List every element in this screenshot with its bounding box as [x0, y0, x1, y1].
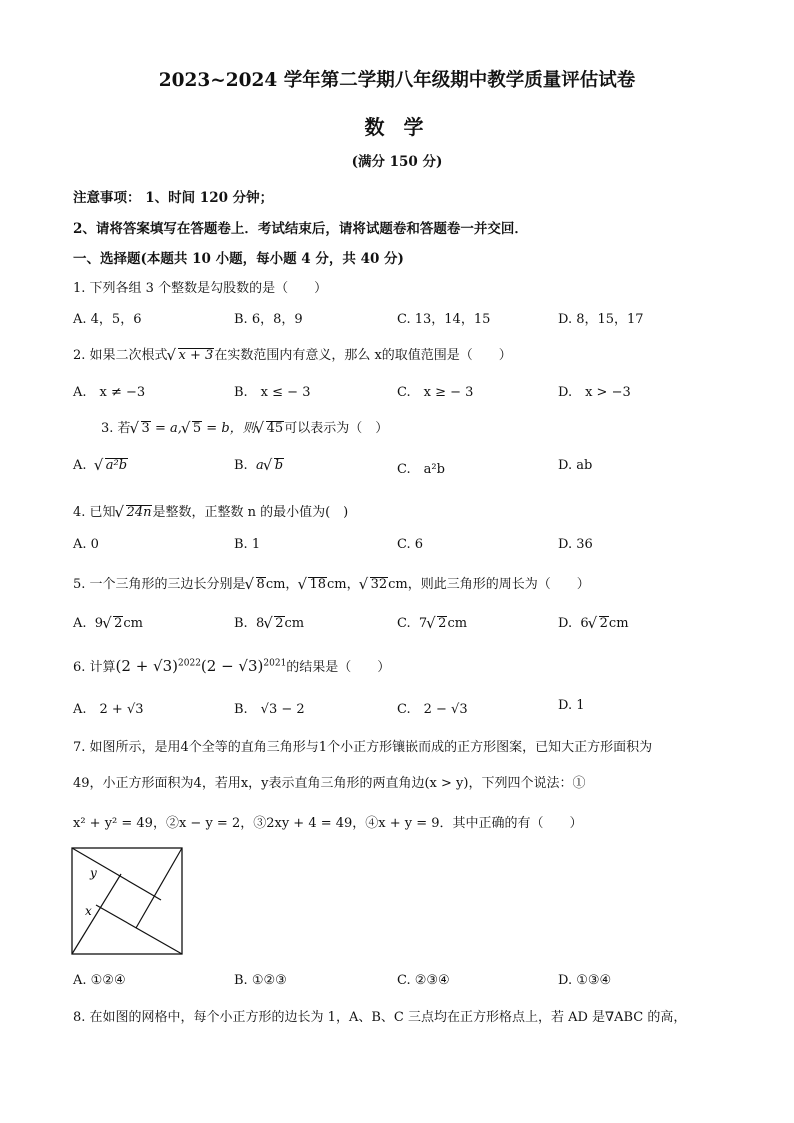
question-5-stem: 5. 一个三角形的三边长分别是√ 8cm，√ 18cm，√ 32cm，则此三角形的周长为（ ）: [73, 573, 590, 592]
full-score: (满分 150 分): [351, 154, 443, 170]
label-y: y: [90, 866, 97, 880]
q3-option-c: C. a²b: [397, 462, 445, 477]
q7-option-c: C. ②③④: [397, 973, 450, 988]
question-7-line-2: 49，小正方形面积为4，若用x，y表示直角三角形的两直角边(x > y)，下列四个说法：①: [73, 776, 586, 791]
radical-45: √ 45: [257, 421, 285, 436]
radical-expression: √ x + 3: [169, 348, 215, 363]
triangle-edge-4: [72, 874, 121, 954]
label-x: x: [85, 904, 92, 918]
q3-option-a: A. √ a²b: [73, 458, 128, 473]
notes-time: 1、时间 120 分钟；: [145, 190, 274, 206]
q1-option-b: B. 6，8，9: [234, 312, 303, 327]
radical-24n: √ 24n: [117, 505, 153, 520]
triangle-edge-1: [72, 848, 161, 900]
pythagorean-square-figure: [71, 847, 185, 957]
radical-3: √ 3: [132, 421, 151, 436]
outer-square: [72, 848, 182, 954]
q7-option-d: D. ①③④: [558, 973, 612, 988]
q4-option-c: C. 6: [397, 537, 424, 552]
q1-option-a: A. 4，5，6: [73, 312, 142, 327]
exam-title: 2023~2024 学年第二学期八年级期中教学质量评估试卷: [158, 70, 636, 91]
q2-option-d: D. x > −3: [558, 385, 631, 400]
q7-option-b: B. ①②③: [234, 973, 287, 988]
question-1-stem: 1. 下列各组 3 个整数是勾股数的是（ ）: [73, 281, 328, 296]
q2-option-b: B. x ≤ − 3: [234, 385, 311, 400]
q4-option-b: B. 1: [234, 537, 261, 552]
q4-option-d: D. 36: [558, 537, 593, 552]
q5-option-d: D. 6√ 2cm: [558, 616, 629, 631]
subject-title: 数 学: [364, 115, 430, 139]
q6-option-a: A. 2 + √3: [73, 702, 144, 717]
question-4-stem: 4. 已知√ 24n是整数，正整数 n 的最小值为( ): [73, 501, 348, 520]
q1-option-c: C. 13，14，15: [397, 312, 491, 327]
q6-option-b: B. √3 − 2: [234, 702, 305, 717]
question-7-line-3: x² + y² = 49，②x − y = 2，③2xy + 4 = 49，④x + y = 9．其中正确的有（ ）: [73, 816, 583, 831]
notes-line-1: [73, 186, 273, 206]
notes-line-2: 2、请将答案填写在答题卷上．考试结束后，请将试题卷和答题卷一并交回．: [73, 221, 528, 237]
question-3-stem: 3. 若√ 3 = a,√ 5 = b，则√ 45可以表示为（ ）: [101, 417, 388, 436]
q6-option-d: D. 1: [558, 698, 585, 713]
q4-option-a: A. 0: [73, 537, 99, 552]
notes-label: 注意事项：: [73, 190, 141, 206]
question-8-line-1: 8. 在如图的网格中，每个小正方形的边长为 1，A、B、C 三点均在正方形格点上，若 AD 是∇ABC 的高，: [73, 1010, 687, 1025]
triangle-edge-2: [136, 848, 182, 928]
question-2-stem: 2. 如果二次根式√ x + 3在实数范围内有意义，那么 x的取值范围是（ ）: [73, 344, 512, 363]
triangle-edge-3: [96, 905, 182, 954]
q2-option-a: A. x ≠ −3: [73, 385, 146, 400]
q6-option-c: C. 2 − √3: [397, 702, 468, 717]
q1-option-d: D. 8，15，17: [558, 312, 644, 327]
q5-option-a: A. 9√ 2cm: [73, 616, 143, 631]
q5-option-c: C. 7√ 2cm: [397, 616, 467, 631]
q7-option-a: A. ①②④: [73, 973, 126, 988]
q3-option-b: B. a√ b: [234, 458, 284, 473]
q3-option-d: D. ab: [558, 458, 593, 473]
radical-5: √ 5: [183, 421, 202, 436]
question-7-line-1: 7. 如图所示，是用4个全等的直角三角形与1个小正方形镶嵌而成的正方形图案，已知大正方形面积为: [73, 740, 653, 755]
section-heading: 一、选择题(本题共 10 小题，每小题 4 分，共 40 分): [73, 251, 404, 267]
q2-option-c: C. x ≥ − 3: [397, 385, 474, 400]
q5-option-b: B. 8√ 2cm: [234, 616, 304, 631]
question-6-stem: 6. 计算$(2 + √3)^{2022}(2 - √3)^{2021}$的结果是（ ）: [73, 657, 391, 675]
